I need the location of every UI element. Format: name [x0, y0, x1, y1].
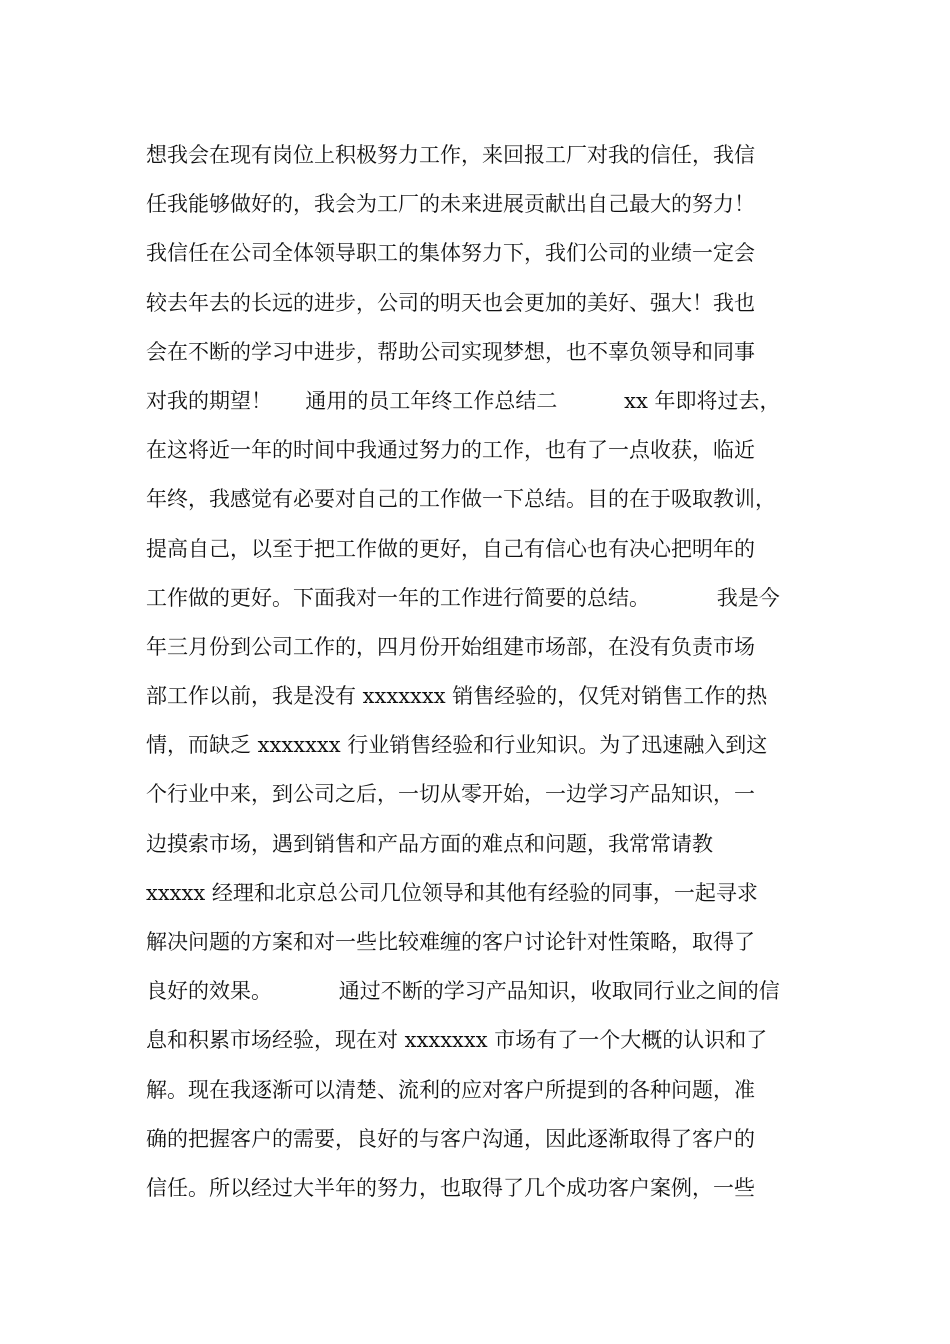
- text-line: 工作做的更好。下面我对一年的工作进行简要的总结。 我是今: [146, 585, 780, 610]
- text-line: 对我的期望！ 通用的员工年终工作总结二 xx 年即将过去，: [146, 388, 781, 413]
- text-line: 确的把握客户的需要，良好的与客户沟通，因此逐渐取得了客户的: [146, 1126, 755, 1151]
- text-line: 解。现在我逐渐可以清楚、流利的应对客户所提到的各种问题，准: [146, 1077, 755, 1102]
- text-line: 良好的效果。 通过不断的学习产品知识，收取同行业之间的信: [146, 979, 780, 1004]
- body-text: [146, 131, 846, 1213]
- text-line: 边摸索市场，遇到销售和产品方面的难点和问题，我常常请教: [146, 831, 713, 856]
- text-line: 提高自己，以至于把工作做的更好，自己有信心也有决心把明年的: [146, 536, 755, 561]
- text-line: 信任。所以经过大半年的努力，也取得了几个成功客户案例，一些: [146, 1175, 755, 1200]
- text-line: 解决问题的方案和对一些比较难缠的客户讨论针对性策略，取得了: [146, 930, 755, 954]
- text-line: 任我能够做好的，我会为工厂的未来进展贡献出自己最大的努力！: [146, 192, 755, 217]
- text-line: 会在不断的学习中进步，帮助公司实现梦想，也不辜负领导和同事: [146, 339, 755, 364]
- text-line: 我信任在公司全体领导职工的集体努力下，我们公司的业绩一定会: [146, 241, 755, 266]
- text-line: 在这将近一年的时间中我通过努力的工作，也有了一点收获，临近: [146, 438, 755, 463]
- text-line: 年终，我感觉有必要对自己的工作做一下总结。目的在于吸取教训，: [146, 487, 776, 512]
- text-line: 息和积累市场经验，现在对 xxxxxxx 市场有了一个大概的认识和了: [146, 1028, 768, 1053]
- text-line: xxxxx 经理和北京总公司几位领导和其他有经验的同事，一起寻求: [146, 880, 758, 905]
- text-line: 较去年去的长远的进步，公司的明天也会更加的美好、强大！我也: [146, 290, 755, 315]
- text-line: 想我会在现有岗位上积极努力工作，来回报工厂对我的信任，我信: [146, 143, 755, 167]
- text-line: 部工作以前，我是没有 xxxxxxx 销售经验的，仅凭对销售工作的热: [146, 684, 768, 709]
- text-line: 情，而缺乏 xxxxxxx 行业销售经验和行业知识。为了迅速融入到这: [146, 733, 768, 758]
- text-line: 个行业中来，到公司之后，一切从零开始，一边学习产品知识，一: [146, 782, 755, 807]
- text-line: 年三月份到公司工作的，四月份开始组建市场部，在没有负责市场: [146, 634, 755, 659]
